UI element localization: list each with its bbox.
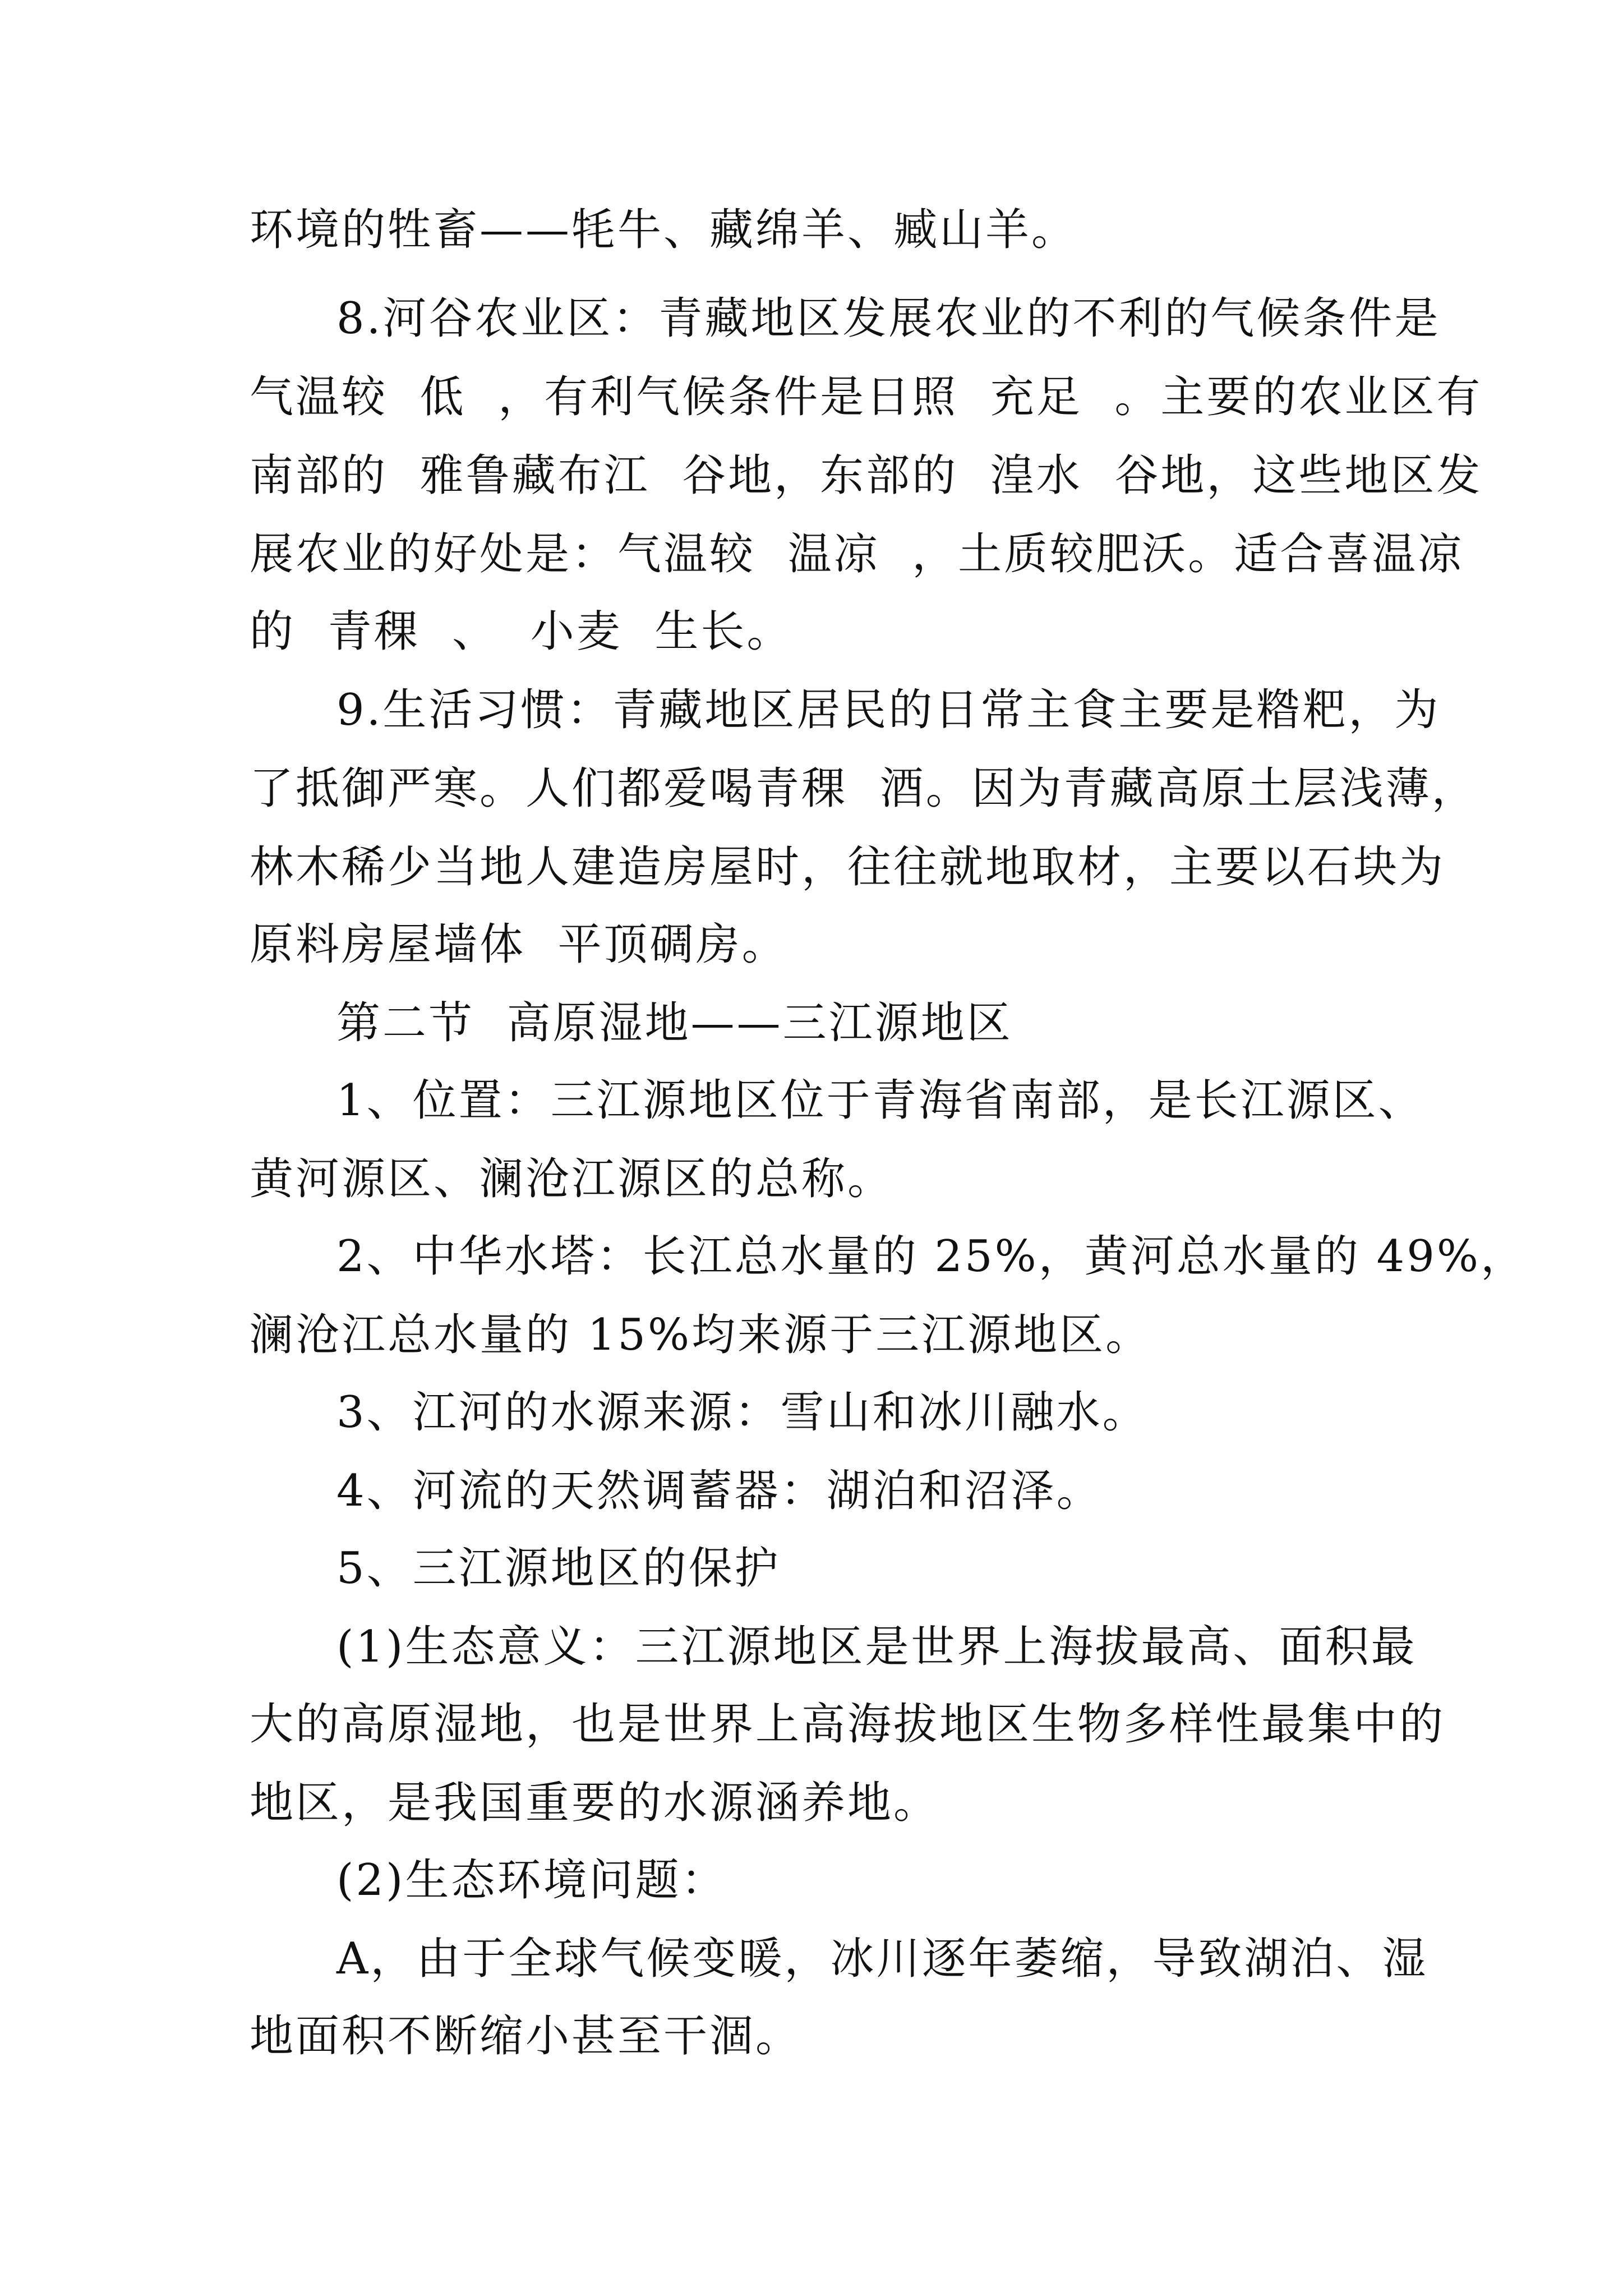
text-line: 原料房屋墙体 平顶碉房。 [250, 919, 788, 970]
text-line: 澜沧江总水量的 15%均来源于三江源地区。 [250, 1310, 1152, 1360]
text-line: (1)生态意义：三江源地区是世界上海拔最高、面积最 [336, 1622, 1417, 1672]
text-line: 黄河源区、澜沧江源区的总称。 [250, 1154, 894, 1204]
text-line: 大的高原湿地，也是世界上高海拔地区生物多样性最集中的 [250, 1699, 1446, 1750]
text-line: (2)生态环境问题： [336, 1855, 727, 1906]
text-line: 环境的牲畜——牦牛、藏绵羊、臧山羊。 [250, 205, 1078, 255]
text-line: 地区，是我国重要的水源涵养地。 [250, 1778, 940, 1828]
text-line: 2、中华水塔：长江总水量的 25%，黄河总水量的 49%， [336, 1231, 1527, 1282]
text-line: 了抵御严寒。人们都爱喝青稞 酒。因为青藏高原土层浅薄， [250, 763, 1478, 814]
text-line: A，由于全球气候变暖，冰川逐年萎缩，导致湖泊、湿 [336, 1934, 1428, 1984]
section-heading: 第二节 高原湿地——三江源地区 [336, 998, 1013, 1048]
text-line: 8.河谷农业区：青藏地区发展农业的不利的气候条件是 [336, 293, 1441, 344]
text-line: 的 青稞 、 小麦 生长。 [250, 606, 793, 657]
text-line: 5、三江源地区的保护 [336, 1543, 781, 1594]
text-line: 南部的 雅鲁藏布江 谷地，东部的 湟水 谷地，这些地区发 [250, 450, 1483, 501]
text-line: 3、江河的水源来源：雪山和冰川融水。 [336, 1387, 1149, 1438]
text-line: 林木稀少当地人建造房屋时，往往就地取材，主要以石块为 [250, 842, 1446, 892]
text-line: 展农业的好处是：气温较 温凉 ，土质较肥沃。适合喜温凉 [250, 529, 1464, 579]
text-line: 1、位置：三江源地区位于青海省南部，是长江源区、 [336, 1075, 1424, 1126]
text-line: 地面积不断缩小甚至干涸。 [250, 2011, 802, 2062]
text-line: 气温较 低 ，有利气候条件是日照 充足 。主要的农业区有 [250, 372, 1483, 422]
text-line: 4、河流的天然调蓄器：湖泊和沼泽。 [336, 1466, 1103, 1516]
text-line: 9.生活习惯：青藏地区居民的日常主食主要是糌粑，为 [336, 685, 1441, 735]
